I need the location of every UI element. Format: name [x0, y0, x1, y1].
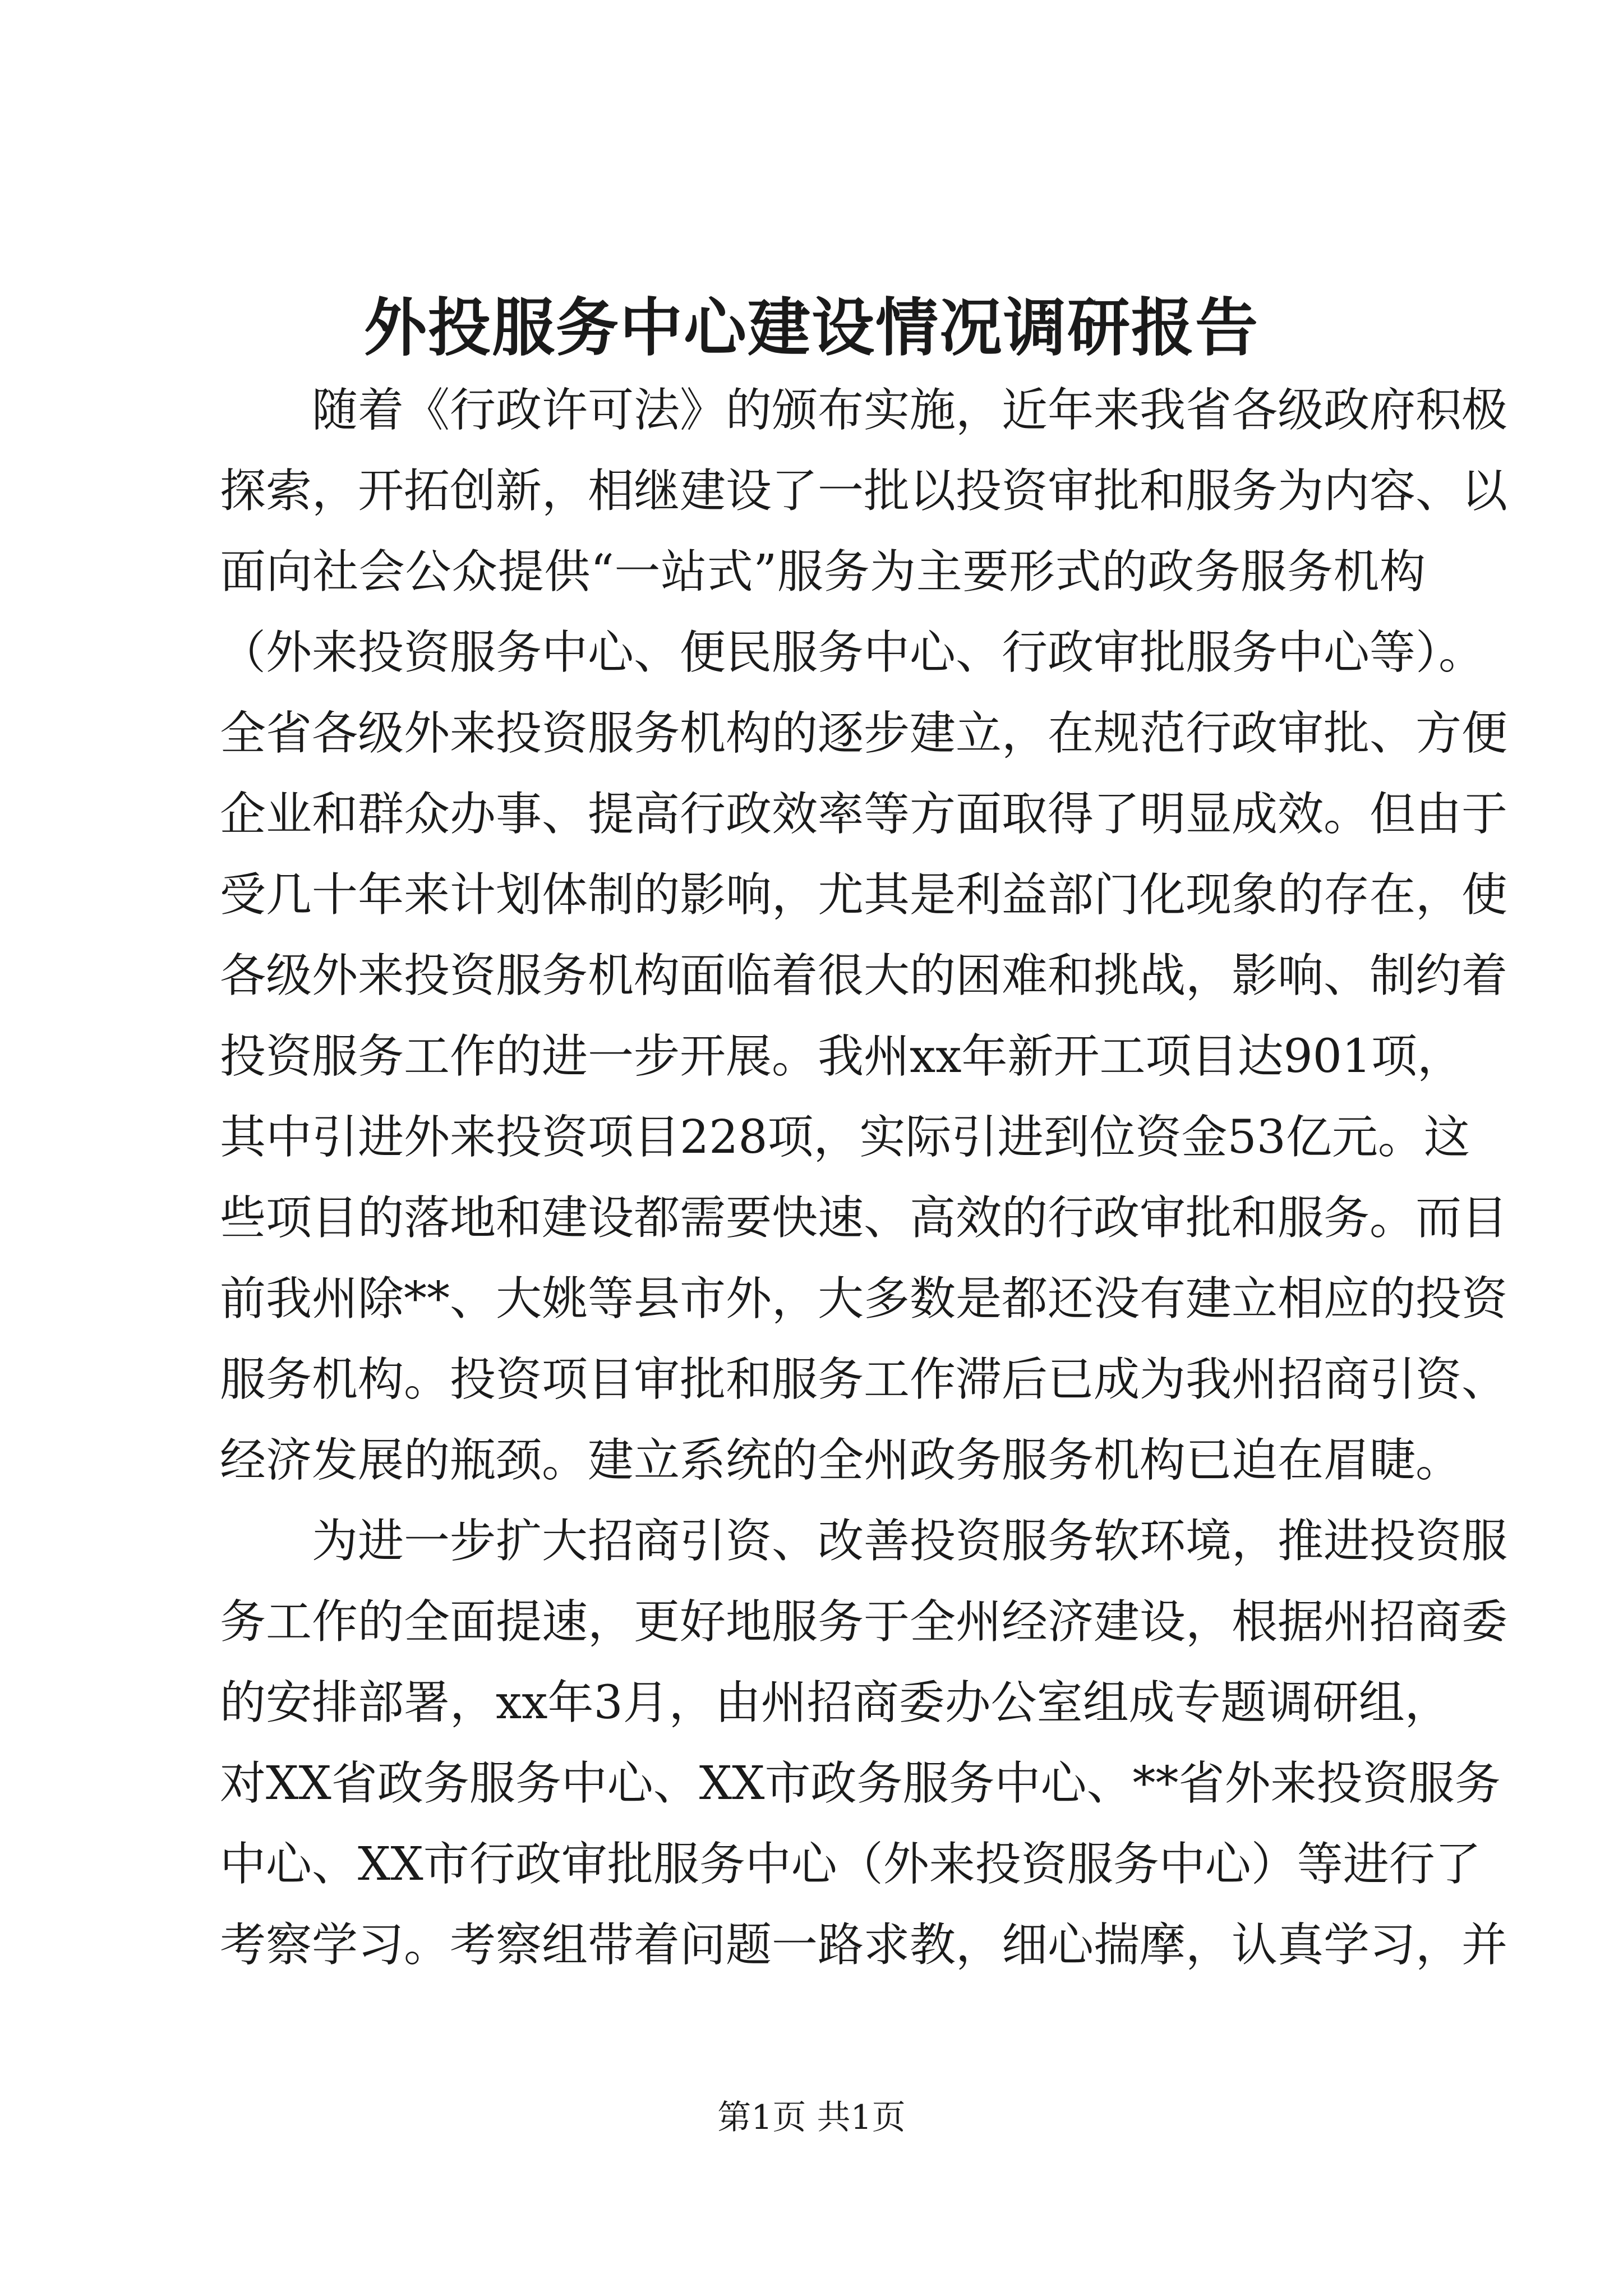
text-line: 企业和群众办事、提高行政效率等方面取得了明显成效。但由于 [220, 788, 1508, 841]
text-line: 些项目的落地和建设都需要快速、高效的行政审批和服务。而目 [220, 1191, 1508, 1245]
text-line: 受几十年来计划体制的影响，尤其是利益部门化现象的存在，使 [220, 868, 1508, 922]
text-line: 探索，开拓创新，相继建设了一批以投资审批和服务为内容、以 [220, 464, 1508, 518]
text-line: 投资服务工作的进一步开展。我州xx年新开工项目达901项， [220, 1030, 1464, 1083]
text-line: 经济发展的瓶颈。建立系统的全州政务服务机构已迫在眉睫。 [220, 1434, 1462, 1487]
paragraph-2 [220, 1501, 1508, 1986]
text-line: 服务机构。投资项目审批和服务工作滞后已成为我州招商引资、 [220, 1353, 1508, 1406]
paragraph-1 [220, 370, 1508, 1501]
text-line: 的安排部署，xx年3月，由州招商委办公室组成专题调研组， [220, 1676, 1451, 1729]
text-line: 前我州除**、大姚等县市外，大多数是都还没有建立相应的投资 [220, 1272, 1508, 1326]
text-line: 其中引进外来投资项目228项，实际引进到位资金53亿元。这 [220, 1111, 1470, 1164]
page-footer: 第1页 共1页 [717, 2098, 906, 2137]
text-line: 务工作的全面提速，更好地服务于全州经济建设，根据州招商委 [220, 1595, 1508, 1649]
text-line: 中心、XX市行政审批服务中心（外来投资服务中心）等进行了 [220, 1838, 1481, 1891]
text-line: 全省各级外来投资服务机构的逐步建立，在规范行政审批、方便 [220, 707, 1508, 760]
text-line: 为进一步扩大招商引资、改善投资服务软环境，推进投资服 [312, 1515, 1508, 1568]
document-body [220, 370, 1508, 1986]
document-title: 外投服务中心建设情况调研报告 [364, 291, 1259, 365]
text-line: 考察学习。考察组带着问题一路求教，细心揣摩，认真学习，并 [220, 1918, 1508, 1972]
text-line: （外来投资服务中心、便民服务中心、行政审批服务中心等）。 [220, 626, 1485, 679]
text-line: 对XX省政务服务中心、XX市政务服务中心、**省外来投资服务 [220, 1757, 1501, 1810]
text-line: 各级外来投资服务机构面临着很大的困难和挑战，影响、制约着 [220, 949, 1508, 1002]
text-line: 随着《行政许可法》的颁布实施，近年来我省各级政府积极 [312, 384, 1508, 437]
text-line: 面向社会公众提供“一站式”服务为主要形式的政务服务机构 [220, 545, 1426, 599]
